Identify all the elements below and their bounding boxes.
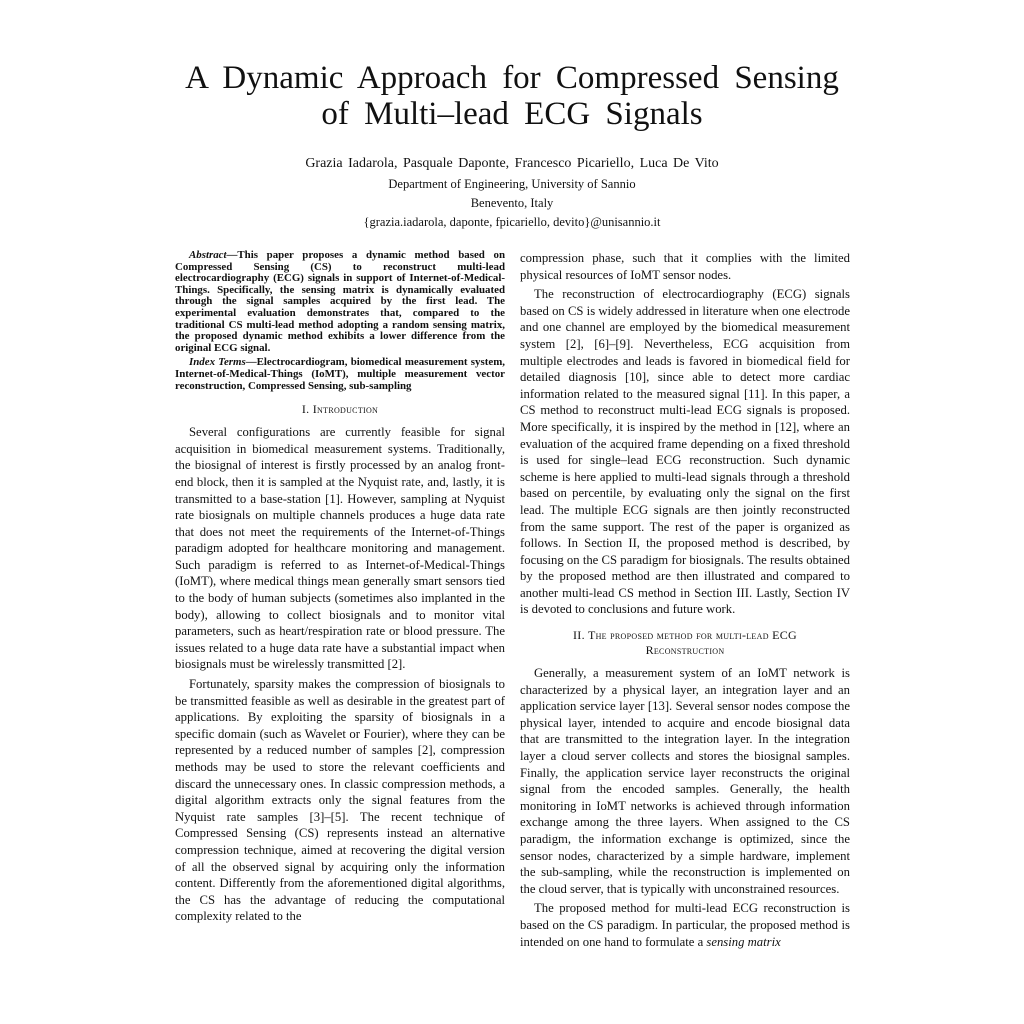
method-heading-line-1: II. The proposed method for multi-lead ECG <box>573 628 797 643</box>
title-line-2: of Multi–lead ECG Signals <box>321 96 703 132</box>
abstract-text: —This paper proposes a dynamic method based on Compressed Sensing (CS) to reconstruct multi-lead electrocardiography (ECG) signals in support of Internet-of-Medical-Things. Specifically, the sensing matrix is dynamically evaluated through the signal samples acquired by the first lead. The experimental evaluation demonstrates that, compared to the traditional CS multi-lead method adopting a random sensing matrix, the proposed dynamic method exhibits a lower difference from the original ECG signal. <box>175 249 505 354</box>
left-column <box>175 250 505 928</box>
abstract-lead: Abstract <box>189 249 227 261</box>
method-paragraph-1: Generally, a measurement system of an IoMT network is characterized by a physical layer, an integration layer and an application service layer [13]. Several sensor nodes compose the physical layer, intended to acquire and encode biosignal data that are transmitted to the integration layer. In the integration layer a cloud server collects and stores the biosignal samples. Finally, the application service layer reconstructs the original signal from the encoded samples. Generally, the health monitoring in IoMT networks is achieved through information exchange among the three layers. When assigned to the CS paradigm, the information exchange is optimized, since the sensor nodes, characterized by a simple hardware, implement the sub-sampling, while the reconstruction is implemented on the cloud server, that is typically with unconstrained resources. <box>520 666 850 896</box>
method-heading-line-2: Reconstruction <box>645 643 725 658</box>
sensing-matrix-term: sensing matrix <box>706 934 781 949</box>
author-names: Grazia Iadarola, Pasquale Daponte, Francesco Picariello, Luca De Vito <box>305 156 719 171</box>
method-paragraph-2-text: The proposed method for multi-lead ECG reconstruction is based on the CS paradigm. In particular, the proposed method is intended on one hand to formulate a <box>520 901 850 949</box>
author-emails: {grazia.iadarola, daponte, fpicariello, devito}@unisannio.it <box>363 215 661 229</box>
author-block <box>150 153 874 232</box>
intro-paragraph-3: compression phase, such that it complies with the limited physical resources of IoMT sensor nodes. <box>520 251 850 282</box>
paper-title <box>150 60 874 132</box>
author-city: Benevento, Italy <box>470 196 554 210</box>
index-terms-lead: Index Terms <box>189 356 246 369</box>
method-paragraph-2 <box>520 900 850 950</box>
intro-paragraph-2: Fortunately, sparsity makes the compression of biosignals to be transmitted feasible as well as desirable in the greatest part of applications. By exploiting the sparsity of biosignals in a specific domain (such as Wavelet or Fourier), where they can be represented by a reduced number of samples [2], compression methods may be used to store the relevant coefficients and discard the unnecessary ones. In classic compression methods, a digital algorithm extracts only the signal features from the Nyquist rate samples [3]–[5]. The recent technique of Compressed Sensing (CS) represents instead an alternative compression technique, aimed at recovering the digital version of all the observed signal by acquiring only the information content. Differently from the aforementioned digital algorithms, the CS has the advantage of reducing the computational complexity related to the <box>175 677 505 924</box>
section-heading-introduction: I. Introduction <box>301 402 379 417</box>
intro-paragraph-1: Several configurations are currently feasible for signal acquisition in biomedical measurement systems. Traditionally, the biosignal of interest is firstly processed by an analog front-end block, then it is sampled at the Nyquist rate, and, lastly, it is transmitted to a base-station [1]. However, sampling at Nyquist rate biosignals on multiple channels produces a huge data rate that does not meet the requirements of the Internet-of-Things paradigm adopted for healthcare monitoring and management. Such paradigm is referred to as Internet-of-Medical-Things (IoMT), where medical things mean generally smart sensors tied to the body of human subjects (sometimes also implanted in the body), allowing to collect biosignals and to monitor vital parameters, such as heart/respiration rate or blood pressure. The issues related to a huge data rate have a substantial impact when biosignals must be wirelessly transmitted [2]. <box>175 425 505 672</box>
title-line-1: A Dynamic Approach for Compressed Sensing <box>185 60 839 96</box>
index-terms <box>175 357 505 392</box>
author-department: Department of Engineering, University of Sannio <box>388 177 636 191</box>
right-column <box>520 250 850 953</box>
section-heading-method <box>520 628 850 658</box>
intro-paragraph-4: The reconstruction of electrocardiography (ECG) signals based on CS is widely addressed in literature when one electrode and one channel are employed by the biomedical measurement system [2], [6]–[9]. Nevertheless, ECG acquisition from multiple electrodes and leads is favored in biomedical field for detailed diagnosis [10], since able to detect more cardiac information related to the measured signal [11]. In this paper, a CS method to reconstruct multi-lead ECG signals is proposed. More specifically, it is inspired by the method in [12], where an evaluation of the acquired frame depending on a fixed threshold is used for single–lead ECG reconstruction. Such dynamic scheme is here applied to multi-lead signals through a threshold based on percentile, by evaluating only the signal on the first lead. The multiple ECG signals are then jointly reconstructed from the same support. The rest of the paper is organized as follows. In Section II, the proposed method is described, by focusing on the CS paradigm for biosignals. The results obtained by the proposed method are then illustrated and compared to another multi-lead CS method in Section III. Lastly, Section IV is devoted to conclusions and future work. <box>520 287 850 617</box>
abstract <box>175 250 505 354</box>
index-terms-text: —Electrocardiogram, biomedical measurement system, Internet-of-Medical-Things (IoMT), multiple measurement vector reconstruction, Compressed Sensing, sub-sampling <box>175 356 505 392</box>
